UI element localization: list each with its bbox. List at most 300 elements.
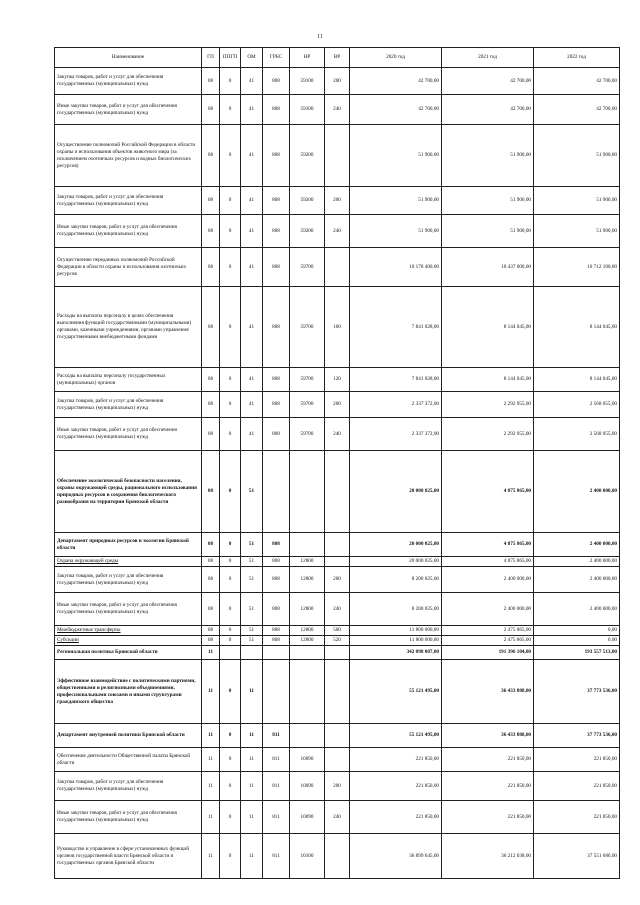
cell-grbs [263,646,290,660]
header-grbs: ГРБС [263,48,290,68]
cell-om: 51 [241,626,263,636]
cell-nr: 12800 [290,567,325,593]
cell-vr: 200 [325,68,350,95]
table-row [55,215,620,248]
cell-ppgp: 0 [220,368,241,392]
cell-2020: 7 841 028,00 [350,287,442,368]
cell-om: 11 [241,748,263,772]
cell-nr [290,451,325,533]
cell-gp: 11 [202,748,220,772]
table-row [55,287,620,368]
cell-2021: 8 144 045,00 [442,368,534,392]
cell-name [55,418,202,451]
cell-2020: 11 800 000,00 [350,636,442,646]
row-name-text: Закупка товаров, работ и услуг для обеспечения государственных (муниципальных) нужд [57,193,164,207]
cell-vr: 240 [325,801,350,834]
cell-gp: 08 [202,557,220,567]
row-name-text: Расходы на выплаты персоналу государственных (муниципальных) органов [57,372,166,386]
cell-vr [325,248,350,287]
cell-2022: 0,00 [534,636,620,646]
cell-2020: 42 700,00 [350,68,442,95]
cell-vr: 200 [325,392,350,418]
cell-om: 41 [241,68,263,95]
cell-grbs: 808 [263,287,290,368]
cell-vr [325,646,350,660]
cell-nr: 59200 [290,215,325,248]
row-name-text: Осуществление полномочий Российской Федерации в области охраны и использования объектов животного мира (за исключением охотничьих ресурсов и водных биологических ресурсов) [57,141,196,169]
cell-nr: 59100 [290,68,325,95]
cell-name [55,636,202,646]
cell-name [55,567,202,593]
cell-2022: 221 850,00 [534,801,620,834]
cell-name [55,772,202,801]
cell-nr: 12800 [290,636,325,646]
row-name-text: Закупка товаров, работ и услуг для обеспечения государственных (муниципальных) нужд [57,397,164,411]
cell-2021: 36 433 888,00 [442,724,534,748]
cell-2020: 8 200 025,00 [350,567,442,593]
row-name-text: Охрана окружающей среды [57,558,119,564]
cell-vr: 200 [325,187,350,215]
cell-grbs: 808 [263,533,290,557]
cell-gp: 08 [202,626,220,636]
cell-2021: 2 400 000,00 [442,567,534,593]
cell-name [55,451,202,533]
cell-2020: 10 178 400,00 [350,248,442,287]
cell-vr [325,748,350,772]
cell-2022: 8 144 045,00 [534,287,620,368]
cell-2022: 42 700,00 [534,95,620,125]
cell-name [55,533,202,557]
cell-name [55,287,202,368]
cell-2020: 51 900,00 [350,215,442,248]
cell-name [55,125,202,187]
budget-table [54,47,620,879]
table-row [55,68,620,95]
cell-om: 41 [241,418,263,451]
cell-gp: 08 [202,248,220,287]
cell-2022: 2 568 055,00 [534,392,620,418]
cell-grbs: 808 [263,95,290,125]
cell-gp: 08 [202,368,220,392]
cell-ppgp: 0 [220,287,241,368]
cell-om: 41 [241,248,263,287]
cell-2020: 20 000 025,00 [350,533,442,557]
cell-2020: 20 000 025,00 [350,451,442,533]
cell-grbs: 811 [263,748,290,772]
cell-om: 41 [241,187,263,215]
cell-2022: 2 400 000,00 [534,567,620,593]
row-name-text: Осуществление переданных полномочий Российской Федерации в области охраны и использования охотничьих ресурсов [57,256,187,277]
cell-2021: 51 900,00 [442,215,534,248]
cell-2022: 37 773 536,00 [534,660,620,724]
table-row [55,593,620,626]
cell-2022: 37 551 686,00 [534,834,620,879]
row-name-text: Обеспечение деятельности Общественной палаты Брянской области [57,752,190,766]
cell-2020: 55 121 495,00 [350,660,442,724]
cell-gp: 08 [202,392,220,418]
cell-om: 41 [241,95,263,125]
cell-2021: 36 433 888,00 [442,660,534,724]
cell-name [55,392,202,418]
row-name-text: Обеспечение экологической безопасности населения, охраны окружающей среды, рационального использования природных ресурсов и сохранения биологического разнообразия на территории Брянской области [57,477,197,505]
cell-ppgp: 0 [220,557,241,567]
cell-2021: 42 700,00 [442,68,534,95]
table-row [55,748,620,772]
cell-2021: 2 400 000,00 [442,593,534,626]
cell-name [55,68,202,95]
cell-2022: 51 900,00 [534,187,620,215]
cell-grbs: 808 [263,567,290,593]
cell-nr: 59700 [290,287,325,368]
cell-ppgp: 0 [220,593,241,626]
cell-vr: 520 [325,636,350,646]
cell-om: 41 [241,125,263,187]
header-ppgp: ППГП [220,48,241,68]
cell-ppgp: 0 [220,125,241,187]
cell-gp: 08 [202,125,220,187]
cell-om: 51 [241,451,263,533]
cell-2021: 42 700,00 [442,95,534,125]
cell-ppgp [220,646,241,660]
cell-nr: 59700 [290,392,325,418]
cell-ppgp: 0 [220,68,241,95]
cell-grbs: 808 [263,418,290,451]
cell-ppgp: 0 [220,636,241,646]
cell-2022: 2 400 000,00 [534,533,620,557]
cell-2020: 51 900,00 [350,187,442,215]
table-row [55,626,620,636]
cell-ppgp: 0 [220,95,241,125]
cell-ppgp: 0 [220,834,241,879]
table-row [55,392,620,418]
cell-2021: 51 900,00 [442,125,534,187]
table-row [55,567,620,593]
cell-grbs: 808 [263,557,290,567]
cell-grbs: 811 [263,801,290,834]
cell-om: 41 [241,215,263,248]
cell-2020: 342 098 007,00 [350,646,442,660]
cell-name [55,626,202,636]
cell-ppgp: 0 [220,451,241,533]
cell-gp: 11 [202,801,220,834]
cell-2021: 10 437 000,00 [442,248,534,287]
cell-grbs: 808 [263,626,290,636]
cell-ppgp: 0 [220,187,241,215]
cell-2020: 221 850,00 [350,748,442,772]
cell-2021: 2 292 955,00 [442,392,534,418]
cell-2021: 36 212 038,00 [442,834,534,879]
cell-om: 11 [241,660,263,724]
table-row [55,125,620,187]
cell-2021: 2 292 955,00 [442,418,534,451]
cell-vr [325,660,350,724]
row-name-text: Иные закупки товаров, работ и услуг для обеспечения государственных (муниципальных) нужд [57,810,177,823]
cell-ppgp: 0 [220,772,241,801]
cell-2020: 7 841 028,00 [350,368,442,392]
row-name-text: Субсидии [57,637,79,643]
table-row [55,187,620,215]
cell-nr: 59700 [290,248,325,287]
cell-name [55,215,202,248]
cell-2022: 8 144 045,00 [534,368,620,392]
cell-gp: 08 [202,187,220,215]
cell-gp: 08 [202,636,220,646]
cell-name [55,95,202,125]
cell-nr: 10100 [290,834,325,879]
cell-om: 51 [241,593,263,626]
cell-vr [325,533,350,557]
header-2021: 2021 год [442,48,534,68]
cell-om [241,646,263,660]
cell-name [55,368,202,392]
cell-vr [325,125,350,187]
cell-2020: 20 000 025,00 [350,557,442,567]
cell-nr [290,646,325,660]
cell-vr: 120 [325,368,350,392]
cell-gp: 08 [202,215,220,248]
cell-vr: 100 [325,287,350,368]
cell-2020: 221 850,00 [350,772,442,801]
cell-2022: 193 557 513,00 [534,646,620,660]
cell-2021: 4 875 865,00 [442,533,534,557]
cell-gp: 08 [202,533,220,557]
cell-gp: 11 [202,834,220,879]
cell-om: 41 [241,392,263,418]
cell-ppgp: 0 [220,248,241,287]
cell-vr: 240 [325,95,350,125]
cell-nr: 10090 [290,801,325,834]
header-vr: ВР [325,48,350,68]
cell-gp: 11 [202,646,220,660]
page-number: 11 [317,34,323,40]
cell-name [55,593,202,626]
cell-vr [325,451,350,533]
cell-om: 41 [241,368,263,392]
header-2022: 2022 год [534,48,620,68]
cell-2020: 221 850,00 [350,801,442,834]
cell-vr [325,557,350,567]
cell-2020: 51 900,00 [350,125,442,187]
cell-2022: 42 700,00 [534,68,620,95]
cell-om: 51 [241,567,263,593]
cell-name [55,646,202,660]
cell-om: 11 [241,834,263,879]
row-name-text: Департамент внутренней политики Брянской области [57,732,185,738]
cell-2021: 2 475 865,00 [442,636,534,646]
cell-2020: 8 200 025,00 [350,593,442,626]
cell-grbs: 808 [263,187,290,215]
cell-grbs: 808 [263,636,290,646]
cell-grbs: 808 [263,368,290,392]
cell-vr: 200 [325,567,350,593]
cell-2022: 0,00 [534,626,620,636]
cell-2022: 10 712 100,00 [534,248,620,287]
cell-ppgp: 0 [220,533,241,557]
table-row [55,418,620,451]
table-row [55,533,620,557]
cell-vr: 240 [325,593,350,626]
cell-gp: 08 [202,287,220,368]
cell-nr: 12800 [290,626,325,636]
cell-2022: 2 400 000,00 [534,451,620,533]
cell-2021: 4 875 865,00 [442,557,534,567]
cell-gp: 08 [202,68,220,95]
row-name-text: Иные закупки товаров, работ и услуг для обеспечения государственных (муниципальных) нужд [57,602,177,615]
cell-ppgp: 0 [220,748,241,772]
row-name-text: Закупка товаров, работ и услуг для обеспечения государственных (муниципальных) нужд [57,74,164,87]
cell-ppgp: 0 [220,801,241,834]
cell-2020: 55 121 495,00 [350,724,442,748]
cell-om: 51 [241,533,263,557]
cell-ppgp: 0 [220,215,241,248]
cell-name [55,724,202,748]
cell-2022: 51 900,00 [534,215,620,248]
cell-grbs: 808 [263,68,290,95]
cell-gp: 08 [202,95,220,125]
cell-name [55,660,202,724]
table-row [55,636,620,646]
cell-2020: 2 337 372,00 [350,392,442,418]
table-row [55,95,620,125]
cell-gp: 08 [202,418,220,451]
cell-2021: 221 850,00 [442,801,534,834]
table-row [55,724,620,748]
cell-vr: 240 [325,418,350,451]
cell-2022: 2 400 000,00 [534,557,620,567]
cell-name [55,187,202,215]
cell-name [55,248,202,287]
table-row [55,248,620,287]
cell-vr: 500 [325,626,350,636]
cell-om: 11 [241,801,263,834]
table-row [55,451,620,533]
row-name-text: Иные закупки товаров, работ и услуг для обеспечения государственных (муниципальных) нужд [57,427,177,440]
cell-2020: 42 700,00 [350,95,442,125]
cell-gp: 08 [202,593,220,626]
cell-2021: 51 900,00 [442,187,534,215]
cell-om: 51 [241,557,263,567]
table-body [55,68,620,879]
cell-2021: 2 475 865,00 [442,626,534,636]
cell-grbs: 808 [263,593,290,626]
cell-name [55,834,202,879]
table-row [55,368,620,392]
header-gp: ГП [202,48,220,68]
cell-ppgp: 0 [220,567,241,593]
header-2020: 2020 год [350,48,442,68]
cell-grbs: 811 [263,834,290,879]
cell-2022: 221 850,00 [534,748,620,772]
cell-grbs: 808 [263,215,290,248]
cell-om: 11 [241,772,263,801]
cell-nr [290,724,325,748]
cell-nr: 59100 [290,95,325,125]
cell-2021: 191 396 104,00 [442,646,534,660]
cell-gp: 11 [202,772,220,801]
table-row [55,557,620,567]
row-name-text: Руководство и управление в сфере установленных функций органов государственной власти Брянской области и государственных органов Брянской области [57,845,189,866]
cell-gp: 08 [202,567,220,593]
cell-name [55,801,202,834]
cell-ppgp: 0 [220,660,241,724]
cell-nr: 10090 [290,772,325,801]
cell-name [55,557,202,567]
row-name-text: Иные закупки товаров, работ и услуг для обеспечения государственных (муниципальных) нужд [57,224,177,237]
cell-2022: 37 773 536,00 [534,724,620,748]
table-row [55,834,620,879]
cell-2020: 36 899 645,00 [350,834,442,879]
cell-vr [325,724,350,748]
cell-vr [325,834,350,879]
cell-2022: 2 568 055,00 [534,418,620,451]
cell-om: 11 [241,724,263,748]
row-name-text: Закупка товаров, работ и услуг для обеспечения государственных (муниципальных) нужд [57,779,164,792]
cell-grbs: 811 [263,724,290,748]
cell-2022: 221 850,00 [534,772,620,801]
cell-nr: 10090 [290,748,325,772]
cell-grbs: 808 [263,248,290,287]
cell-ppgp: 0 [220,724,241,748]
cell-ppgp: 0 [220,392,241,418]
cell-vr: 200 [325,772,350,801]
cell-grbs: 811 [263,772,290,801]
cell-nr: 12800 [290,593,325,626]
row-name-text: Закупка товаров, работ и услуг для обеспечения государственных (муниципальных) нужд [57,572,164,586]
row-name-text: Эффективное взаимодействие с политическими партиями, общественными и религиозными объединениями, профессиональными союзами и иными структурами гражданского общества [57,677,196,705]
cell-gp: 08 [202,451,220,533]
cell-vr: 240 [325,215,350,248]
cell-2021: 4 875 865,00 [442,451,534,533]
cell-nr: 59200 [290,187,325,215]
cell-2021: 221 850,00 [442,748,534,772]
cell-gp: 11 [202,724,220,748]
cell-nr: 59700 [290,418,325,451]
table-header-row [55,48,620,68]
table-row [55,646,620,660]
cell-nr: 59700 [290,368,325,392]
cell-om: 41 [241,287,263,368]
header-nr: НР [290,48,325,68]
cell-2021: 8 144 045,00 [442,287,534,368]
row-name-text: Департамент природных ресурсов и экологии Брянской области [57,537,189,551]
cell-2020: 2 337 372,00 [350,418,442,451]
cell-nr: 12800 [290,557,325,567]
cell-grbs [263,660,290,724]
header-om: ОМ [241,48,263,68]
cell-2020: 11 800 000,00 [350,626,442,636]
cell-nr: 59200 [290,125,325,187]
row-name-text: Расходы на выплаты персоналу в целях обеспечения выполнения функций государственными (муниципальными) органами, казенными учреждениями, органами управления государственными внебюджетными фондами [57,313,192,340]
row-name-text: Иные закупки товаров, работ и услуг для обеспечения государственных (муниципальных) нужд [57,102,177,116]
cell-gp: 11 [202,660,220,724]
cell-name [55,748,202,772]
table-row [55,660,620,724]
cell-grbs [263,451,290,533]
cell-grbs: 808 [263,392,290,418]
cell-2021: 221 850,00 [442,772,534,801]
cell-grbs: 808 [263,125,290,187]
cell-om: 51 [241,636,263,646]
table-row [55,801,620,834]
row-name-text: Региональная политика Брянской области [57,649,158,655]
table-row [55,772,620,801]
cell-nr [290,660,325,724]
cell-2022: 2 400 000,00 [534,593,620,626]
row-name-text: Межбюджетные трансферты [57,627,121,633]
cell-ppgp: 0 [220,418,241,451]
header-name: Наименование [55,48,202,68]
cell-2022: 51 900,00 [534,125,620,187]
